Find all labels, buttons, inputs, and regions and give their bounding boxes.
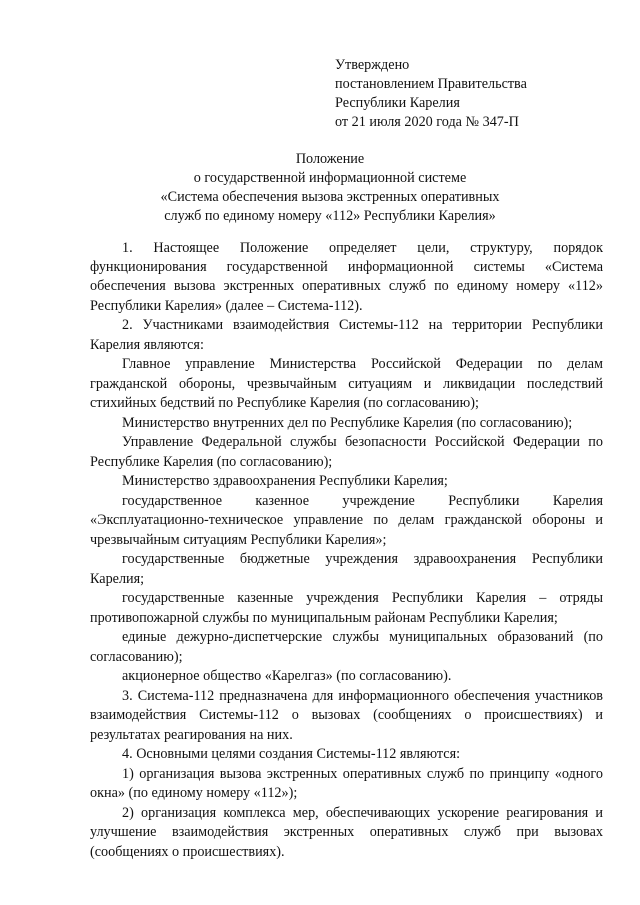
title-line-4: служб по единому номеру «112» Республики Карелия» xyxy=(164,208,496,224)
paragraph-4-item-2: 2) организация комплекса мер, обеспечивающих ускорение реагирования и улучшение взаимодействия экстренных оперативных служб при вызовах (сообщениях о происшествиях). xyxy=(90,805,603,860)
paragraph-participant-gku: государственное казенное учреждение Республики Карелия «Эксплуатационно-техническое управление по делам гражданской обороны и чрезвычайным ситуациям Республики Карелия»; xyxy=(90,493,603,548)
document-body xyxy=(90,239,603,862)
paragraph-participant-health-ministry: Министерство здравоохранения Республики Карелия; xyxy=(122,473,448,490)
approval-line-4: от 21 июля 2020 года № 347-П xyxy=(335,114,519,130)
paragraph-2: 2. Участниками взаимодействия Системы-112 на территории Республики Карелия являются: xyxy=(90,317,603,353)
paragraph-4-item-1: 1) организация вызова экстренных оперативных служб по принципу «одного окна» (по единому номеру «112»); xyxy=(90,766,603,802)
paragraph-participant-mvd: Министерство внутренних дел по Республике Карелия (по согласованию); xyxy=(122,414,573,431)
document-title xyxy=(90,150,570,226)
title-line-1: Положение xyxy=(295,151,365,167)
title-line-3: «Система обеспечения вызова экстренных оперативных xyxy=(160,189,500,205)
paragraph-participant-mchs: Главное управление Министерства Российской Федерации по делам гражданской обороны, чрезвычайным ситуациям и ликвидации последствий стихийных бедствий по Республике Карелия (по согласованию); xyxy=(90,356,603,411)
approval-line-3: Республики Карелия xyxy=(335,95,460,111)
paragraph-participant-fsb: Управление Федеральной службы безопасности Российской Федерации по Республике Карелия (по согласованию); xyxy=(90,434,603,470)
approval-line-2: постановлением Правительства xyxy=(335,76,527,92)
paragraph-1: 1. Настоящее Положение определяет цели, структуру, порядок функционирования государственной информационной системы «Система обеспечения вызова экстренных оперативных служб по единому номеру «112» Республики Карелия» (далее – Система-112). xyxy=(90,240,603,314)
title-line-2: о государственной информационной системе xyxy=(193,170,467,186)
paragraph-participant-health-institutions: государственные бюджетные учреждения здравоохранения Республики Карелия; xyxy=(90,551,603,587)
paragraph-4: 4. Основными целями создания Системы-112 являются: xyxy=(122,746,461,763)
paragraph-3: 3. Система-112 предназначена для информационного обеспечения участников взаимодействия Системы-112 о вызовах (сообщениях о происшествиях) и результатах реагирования на них. xyxy=(90,688,603,743)
paragraph-participant-karelgaz: акционерное общество «Карелгаз» (по согласованию). xyxy=(122,668,452,685)
approval-line-1: Утверждено xyxy=(335,57,410,73)
paragraph-participant-edds: единые дежурно-диспетчерские службы муниципальных образований (по согласованию); xyxy=(90,629,603,665)
approval-stamp xyxy=(335,56,527,132)
paragraph-participant-fire-service: государственные казенные учреждения Республики Карелия – отряды противопожарной службы по муниципальным районам Республики Карелия; xyxy=(90,590,603,626)
